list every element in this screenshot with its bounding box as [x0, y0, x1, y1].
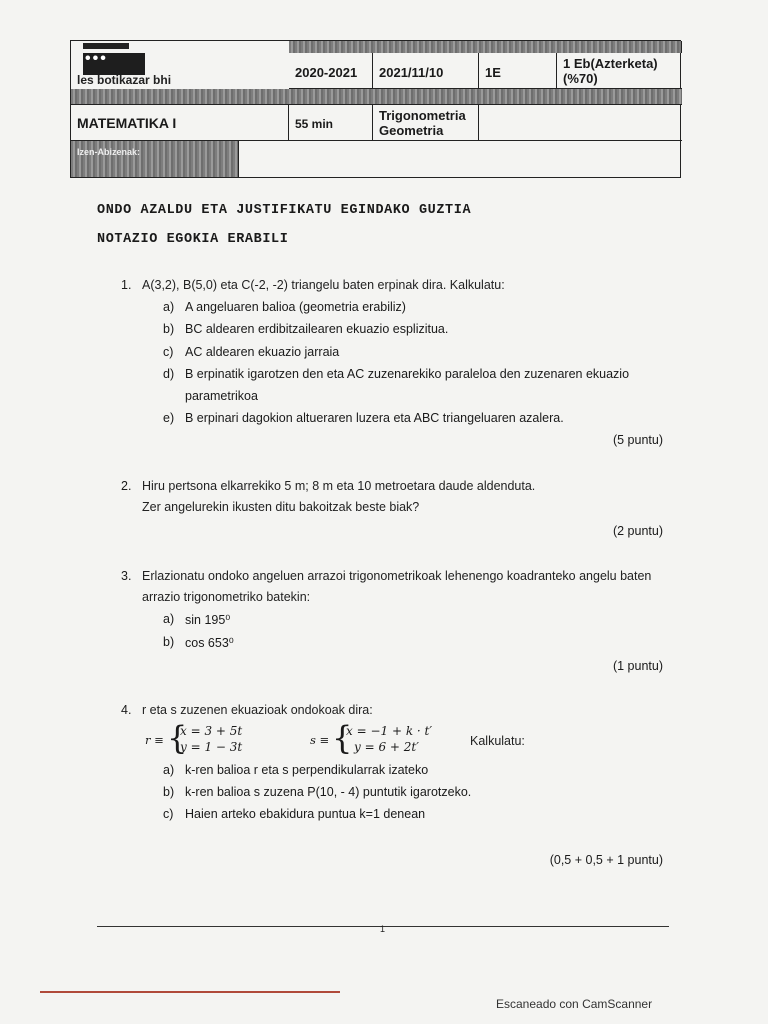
school-name: les botikazar bhi — [77, 73, 172, 87]
q4a-text: k-ren balioa r eta s perpendikularrak izateko — [185, 763, 429, 777]
q2-points: (2 puntu) — [612, 524, 663, 538]
q3-text-line1: Erlazionatu ondoko angeluen arrazoi trigonometrikoak lehenengo koadranteko angelu baten — [142, 569, 652, 583]
q4-text: r eta s zuzenen ekuazioak ondokoak dira: — [142, 703, 373, 717]
q2-text-line2: Zer angelurekin ikusten ditu bakoitzak beste biak? — [142, 500, 420, 514]
s-equation-x: x = −1 + k · t′ — [346, 724, 433, 738]
q4c-text: Haien arteko ebakidura puntua k=1 denean — [185, 807, 426, 821]
empty-header-cell — [479, 105, 682, 141]
q3-number: 3. — [121, 569, 132, 583]
logo-bar — [83, 43, 129, 49]
topic-trigonometry: Trigonometria — [379, 108, 466, 123]
q3a-text: sin 195⁰ — [185, 613, 231, 627]
q2-number: 2. — [121, 479, 132, 493]
name-label-cell — [71, 141, 239, 177]
q4b-label: b) — [163, 785, 175, 799]
school-logo — [71, 41, 291, 89]
q3a-label: a) — [163, 612, 175, 626]
logo-dots-icon: ••• — [85, 50, 108, 67]
topic-geometry: Geometria — [379, 123, 444, 138]
name-label: Izen-Abizenak: — [77, 147, 141, 157]
q1-text: A(3,2), B(5,0) eta C(-2, -2) triangelu baten erpinak dira. Kalkulatu: — [142, 278, 505, 292]
q1-points: (5 puntu) — [612, 433, 663, 447]
r-brace-icon: { — [167, 719, 188, 757]
date-cell: 2021/11/10 — [373, 53, 479, 89]
page-number: 1 — [380, 924, 386, 934]
instruction-justify: ONDO AZALDU ETA JUSTIFIKATU EGINDAKO GUZTIA — [97, 203, 472, 218]
q1d-text-cont: parametrikoa — [185, 389, 258, 403]
group-cell: 1E — [479, 53, 557, 89]
s-brace-icon: { — [332, 719, 353, 757]
q1a-text: A angeluaren balioa (geometria erabiliz) — [185, 300, 406, 314]
exam-header-table — [70, 40, 681, 178]
instruction-notation: NOTAZIO EGOKIA ERABILI — [97, 232, 289, 247]
q1-number: 1. — [121, 278, 132, 292]
q3-text-line2: arrazio trigonometriko batekin: — [142, 590, 311, 604]
r-equation-y: y = 1 − 3t — [180, 740, 243, 754]
q4-points: (0,5 + 0,5 + 1 puntu) — [549, 853, 663, 867]
topics-cell — [373, 105, 479, 141]
q3b-label: b) — [163, 635, 175, 649]
q4b-text: k-ren balioa s zuzena P(10, - 4) puntutik igarotzeko. — [185, 785, 472, 799]
student-name-field[interactable] — [239, 141, 682, 177]
q1a-label: a) — [163, 300, 175, 314]
duration-cell: 55 min — [289, 105, 373, 141]
q4c-label: c) — [163, 807, 174, 821]
q1e-text: B erpinari dagokion altueraren luzera eta ABC triangeluaren azalera. — [185, 411, 564, 425]
evaluation-cell: 1 Eb(Azterketa) (%70) — [557, 53, 682, 89]
q1c-text: AC aldearen ekuazio jarraia — [185, 345, 340, 359]
r-line-symbol: r ≡ — [145, 733, 164, 747]
q1d-text: B erpinatik igarotzen den eta AC zuzenarekiko paraleloa den zuzenaren ekuazio — [185, 367, 630, 381]
q1e-label: e) — [163, 411, 175, 425]
scan-edge-line — [40, 991, 340, 993]
s-equation-y: y = 6 + 2t′ — [354, 740, 419, 754]
course-year-cell: 2020-2021 — [289, 53, 373, 89]
header-label-strip-middle — [71, 89, 682, 105]
subject-cell: MATEMATIKA I — [71, 105, 289, 141]
q1d-label: d) — [163, 367, 175, 381]
q2-text-line1: Hiru pertsona elkarrekiko 5 m; 8 m eta 10 metroetara daude aldenduta. — [142, 479, 536, 493]
q4-number: 4. — [121, 703, 132, 717]
header-label-strip-top — [289, 41, 682, 53]
q1b-text: BC aldearen erdibitzailearen ekuazio esplizitua. — [185, 322, 449, 336]
r-equation-x: x = 3 + 5t — [180, 724, 243, 738]
q1c-label: c) — [163, 345, 174, 359]
q3b-text: cos 653⁰ — [185, 636, 234, 650]
s-line-symbol: s ≡ — [310, 733, 330, 747]
q4-calc-label: Kalkulatu: — [470, 734, 525, 748]
q1b-label: b) — [163, 322, 175, 336]
q3-points: (1 puntu) — [612, 659, 663, 673]
camscanner-watermark: Escaneado con CamScanner — [496, 997, 653, 1011]
q4a-label: a) — [163, 763, 175, 777]
